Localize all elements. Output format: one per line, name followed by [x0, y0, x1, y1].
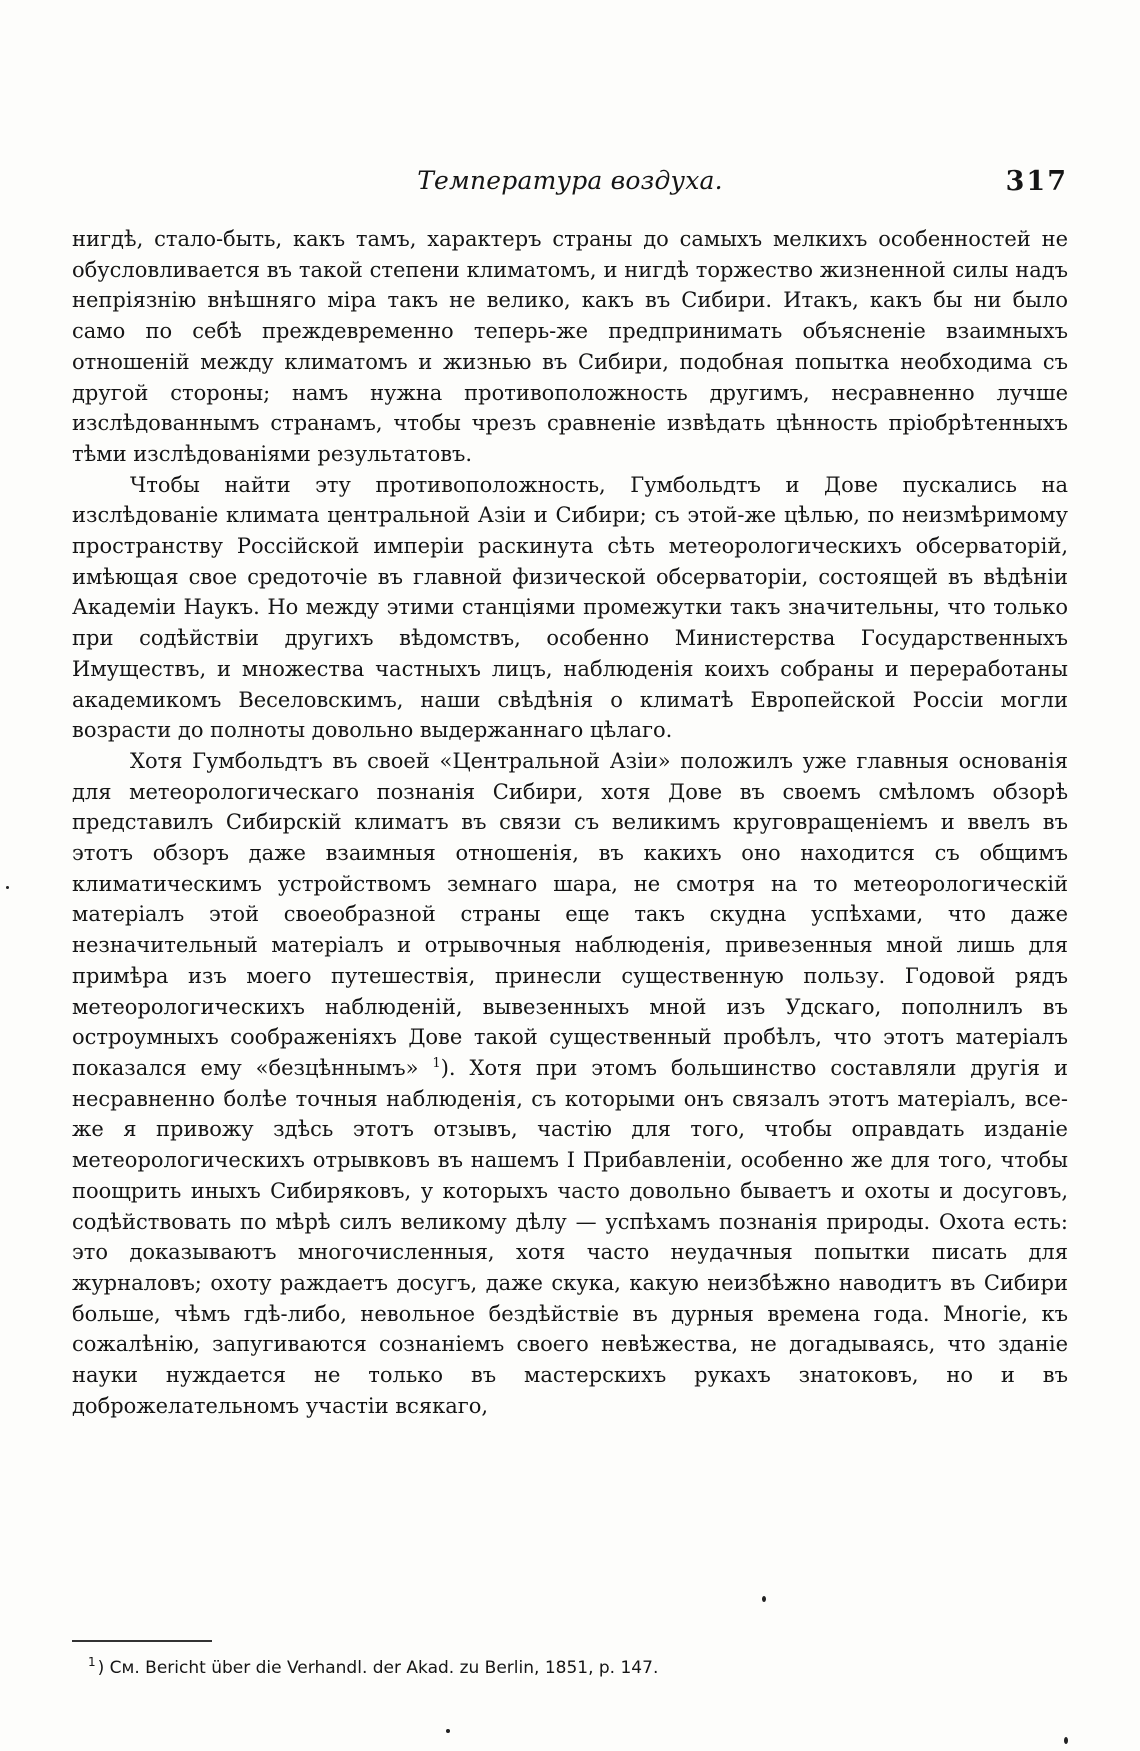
footnote-reference-mark: 1: [432, 1055, 441, 1071]
ink-speck: [762, 1596, 766, 1602]
page-header: [72, 166, 1068, 206]
footnote-number: 1: [88, 1655, 96, 1670]
footnote-text: ) См. Bericht über die Verhandl. der Akad. zu Berlin, 1851, p. 147.: [97, 1658, 659, 1678]
paragraph-2: Чтобы найти эту противоположность, Гумбольдтъ и Дове пускались на изслѣдованіе климата центральной Азіи и Сибири; съ этой-же цѣлью, по неизмѣримому пространству Россійской имперіи раскинута сѣть метеорологическихъ обсерваторій, имѣющая свое средоточіе въ главной физической обсерваторіи, состоящей въ вѣдѣніи Академіи Наукъ. Но между этими станціями промежутки такъ значительны, что только при содѣйствіи другихъ вѣдомствъ, особенно Министерства Государственныхъ Имуществъ, и множества частныхъ лицъ, наблюденія коихъ собраны и переработаны академикомъ Веселовскимъ, наши свѣдѣнія о климатѣ Европейской Россіи могли возрасти до полноты довольно выдержаннаго цѣлаго.: [72, 472, 1068, 743]
ink-speck: [6, 886, 9, 889]
footnote: [88, 1656, 1048, 1680]
running-title: Температура воздуха.: [417, 166, 723, 195]
paragraph-3: [72, 746, 1068, 1421]
paragraph-1: нигдѣ, стало-быть, какъ тамъ, характеръ страны до самыхъ мелкихъ особенностей не обусловливается въ такой степени климатомъ, и нигдѣ торжество жизненной силы надъ непріязнію внѣшняго міра такъ не велико, какъ въ Сибири. Итакъ, какъ бы ни было само по себѣ преждевременно теперь-же предпринимать объясненіе взаимныхъ отношеній между климатомъ и жизнью въ Сибири, подобная попытка необходима съ другой стороны; намъ нужна противоположность другимъ, несравненно лучше изслѣдованнымъ странамъ, чтобы чрезъ сравненіе извѣдать цѣнность пріобрѣтенныхъ тѣми изслѣдованіями результатовъ.: [72, 227, 1068, 466]
paragraph-3-text-before-note: Хотя Гумбольдтъ въ своей «Центральной Азіи» положилъ уже главныя основанія для метеорологическаго познанія Сибири, хотя Дове въ своемъ смѣломъ обзорѣ представилъ Сибирскій климатъ въ связи съ великимъ круговращеніемъ и ввелъ въ этотъ обзоръ даже взаимныя отношенія, въ какихъ оно находится съ общимъ климатическимъ устройствомъ земнаго шара, не смотря на то метеорологическій матеріалъ этой своеобразной страны еще такъ скудна успѣхами, что даже незначительный матеріалъ и отрывочныя наблюденія, привезенныя мной лишь для примѣра изъ моего путешествія, принесли существенную пользу. Годовой рядъ метеорологическихъ наблюденій, вывезенныхъ мной изъ Удскаго, пополнилъ въ остроумныхъ соображеніяхъ Дове такой существенный пробѣлъ, что этотъ матеріалъ показался ему «безцѣннымъ»: [72, 748, 1068, 1080]
body-text: [72, 224, 1068, 1421]
footnote-divider: [72, 1640, 212, 1642]
ink-speck: [1064, 1737, 1068, 1744]
page-number: 317: [1005, 166, 1068, 197]
paragraph-3-text-after-note: ). Хотя при этомъ большинство составляли другія и несравненно болѣе точныя наблюденія, съ которыми онъ связалъ этотъ матеріалъ, все-же я привожу здѣсь этотъ отзывъ, частію для того, чтобы оправдать изданіе метеорологическихъ отрывковъ въ нашемъ I Прибавленіи, особенно же для того, чтобы поощрить иныхъ Сибиряковъ, у которыхъ часто довольно бываетъ и охоты и досуговъ, содѣйствовать по мѣрѣ силъ великому дѣлу — успѣхамъ познанія природы. Охота есть: это доказываютъ многочисленныя, хотя часто неудачныя попытки писать для журналовъ; охоту раждаетъ досугъ, даже скука, какую неизбѣжно наводитъ въ Сибири больше, чѣмъ гдѣ-либо, невольное бездѣйствіе въ дурныя времена года. Многіе, къ сожалѣнію, запугиваются сознаніемъ своего невѣжества, не догадываясь, что зданіе науки нуждается не только въ мастерскихъ рукахъ знатоковъ, но и въ доброжелательномъ участіи всякаго,: [72, 1055, 1069, 1418]
ink-speck: [446, 1729, 450, 1733]
